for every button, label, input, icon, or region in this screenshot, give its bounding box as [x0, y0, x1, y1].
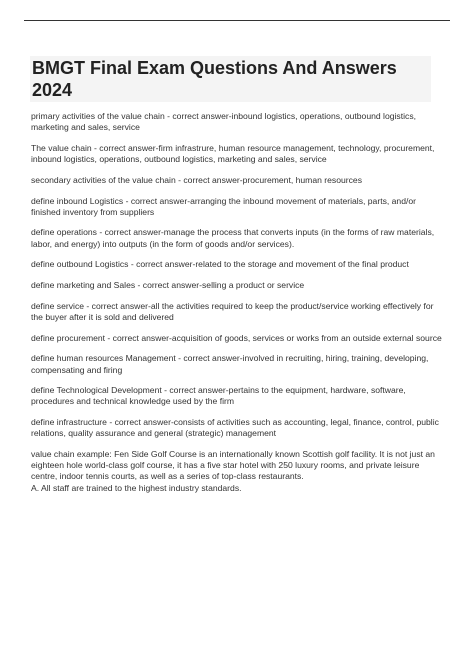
- qa-list: [31, 111, 445, 503]
- document-title: BMGT Final Exam Questions And Answers 2024: [32, 58, 397, 100]
- qa-item: define inbound Logistics - correct answer-arranging the inbound movement of materials, parts, and/or finished inventory from suppliers: [31, 195, 417, 217]
- qa-item: define marketing and Sales - correct answer-selling a product or service: [31, 280, 305, 291]
- qa-item: define service - correct answer-all the activities required to keep the product/service working effectively for the buyer after it is sold and delivered: [31, 300, 434, 322]
- qa-item: value chain example: Fen Side Golf Course is an internationally known Scottish golf facility. It is not just an eighteen hole world-class golf course, it has a five star hotel with 250 luxury rooms, and private leisure centre, indoor tennis courts, as well as a series of top-class restaurants. A. All staff are trained to the highest industry standards.: [31, 449, 435, 493]
- qa-item: define outbound Logistics - correct answer-related to the storage and movement of the final product: [31, 259, 409, 270]
- qa-item: primary activities of the value chain - correct answer-inbound logistics, operations, outbound logistics, marketing and sales, service: [31, 111, 416, 133]
- qa-item: define infrastructure - correct answer-consists of activities such as accounting, legal, finance, control, public relations, quality assurance and general (strategic) management: [31, 417, 439, 439]
- qa-item: secondary activities of the value chain - correct answer-procurement, human resources: [31, 174, 363, 185]
- qa-item: define operations - correct answer-manage the process that converts inputs (in the forms of raw materials, labor, and energy) into outputs (in the form of goods and/or services).: [31, 227, 435, 249]
- qa-item: define Technological Development - correct answer-pertains to the equipment, hardware, software, procedures and technical knowledge used by the firm: [31, 385, 406, 407]
- top-divider: [24, 20, 450, 21]
- qa-item: define procurement - correct answer-acquisition of goods, services or works from an outside external source: [31, 332, 442, 343]
- qa-item: The value chain - correct answer-firm infrastrure, human resource management, technology, procurement, inbound logistics, operations, outbound logistics, marketing and sales, service: [31, 142, 435, 165]
- qa-item: define human resources Management - correct answer-involved in recruiting, hiring, training, developing, compensating and firing: [31, 353, 429, 375]
